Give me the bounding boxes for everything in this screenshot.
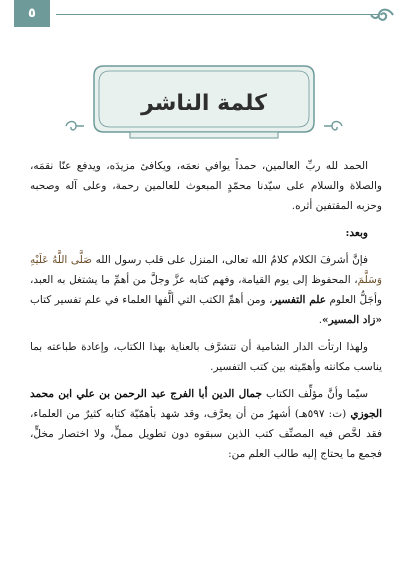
wa-bad-label: وبعد: (345, 227, 368, 239)
title-cartouche (90, 62, 318, 144)
paragraph-wa-bad (30, 223, 382, 243)
page-number: ٥ (14, 0, 50, 27)
author-text-b: (ت: ٥٩٧هـ) أشهرُ من أن يعرَّف، وقد شهد بأهمّيّة كتابه كثيرٌ من العلماء، فقد لخَّص فيه المصنِّف كتب الذين سبقوه دون تطويل مملٍّ، ولا اختصار مخلٍّ، فجمع ما يحتاج إليه طالب العلم من: (30, 408, 382, 460)
book-title-zad: «زاد المسير» (322, 314, 382, 326)
paragraph-tafsir (30, 250, 382, 330)
right-swirl-ornament-icon (322, 118, 344, 134)
tafsir-text-c: ، ومن أهمِّ الكتب التي ألَّفها العلماء في علم تفسير كتاب (30, 294, 273, 306)
paragraph-author (30, 384, 382, 464)
page-title: كلمة الناشر (141, 90, 267, 116)
tafsir-text-b: ، المحفوظ إلى يوم القيامة، وفهم كتابه عزَّ وجلَّ من أهمِّ ما يشتغل به العبد، وأجَلُّ العلوم (30, 274, 382, 306)
author-name: جمال الدين أبا الفرج عبد الرحمن بن علي ابن محمد الجوزي (30, 388, 382, 420)
paragraph-publisher: ولهذا ارتأت الدار الشامية أن تتشرَّف بالعناية بهذا الكتاب، وإعادة طباعته بما يناسب مكانته وأهمّيته بين كتب التفسير. (30, 341, 382, 373)
tafsir-text-a: فإنَّ أشرفَ الكلام كلامُ الله تعالى، المنزل على قلب رسول الله (95, 254, 368, 266)
author-text-a: سيّما وأنَّ مؤلِّف الكتاب (265, 388, 368, 400)
salawat-glyph: صَلَّى اللَّهُ عَلَيْهِ وَسَلَّمَ (30, 254, 382, 286)
paragraph-intro: الحمد لله ربِّ العالمين، حمداً يوافي نعمَه، ويكافئ مزيدَه، ويدفع عنّا نقمَه، والصلاة والسلام على سيّدنا محمّدٍ المبعوث للعالمين رحمة، وعلى آله وصحبه وحزبه المقتفين أثره. (30, 160, 382, 212)
header-rule (56, 14, 378, 15)
page-header (0, 0, 409, 34)
left-swirl-ornament-icon (64, 118, 86, 134)
header-ornament-icon (369, 6, 395, 24)
tafsir-text-d: . (318, 314, 323, 326)
body-text (30, 156, 382, 471)
tafsir-bold-term: علم التفسير (272, 294, 326, 306)
